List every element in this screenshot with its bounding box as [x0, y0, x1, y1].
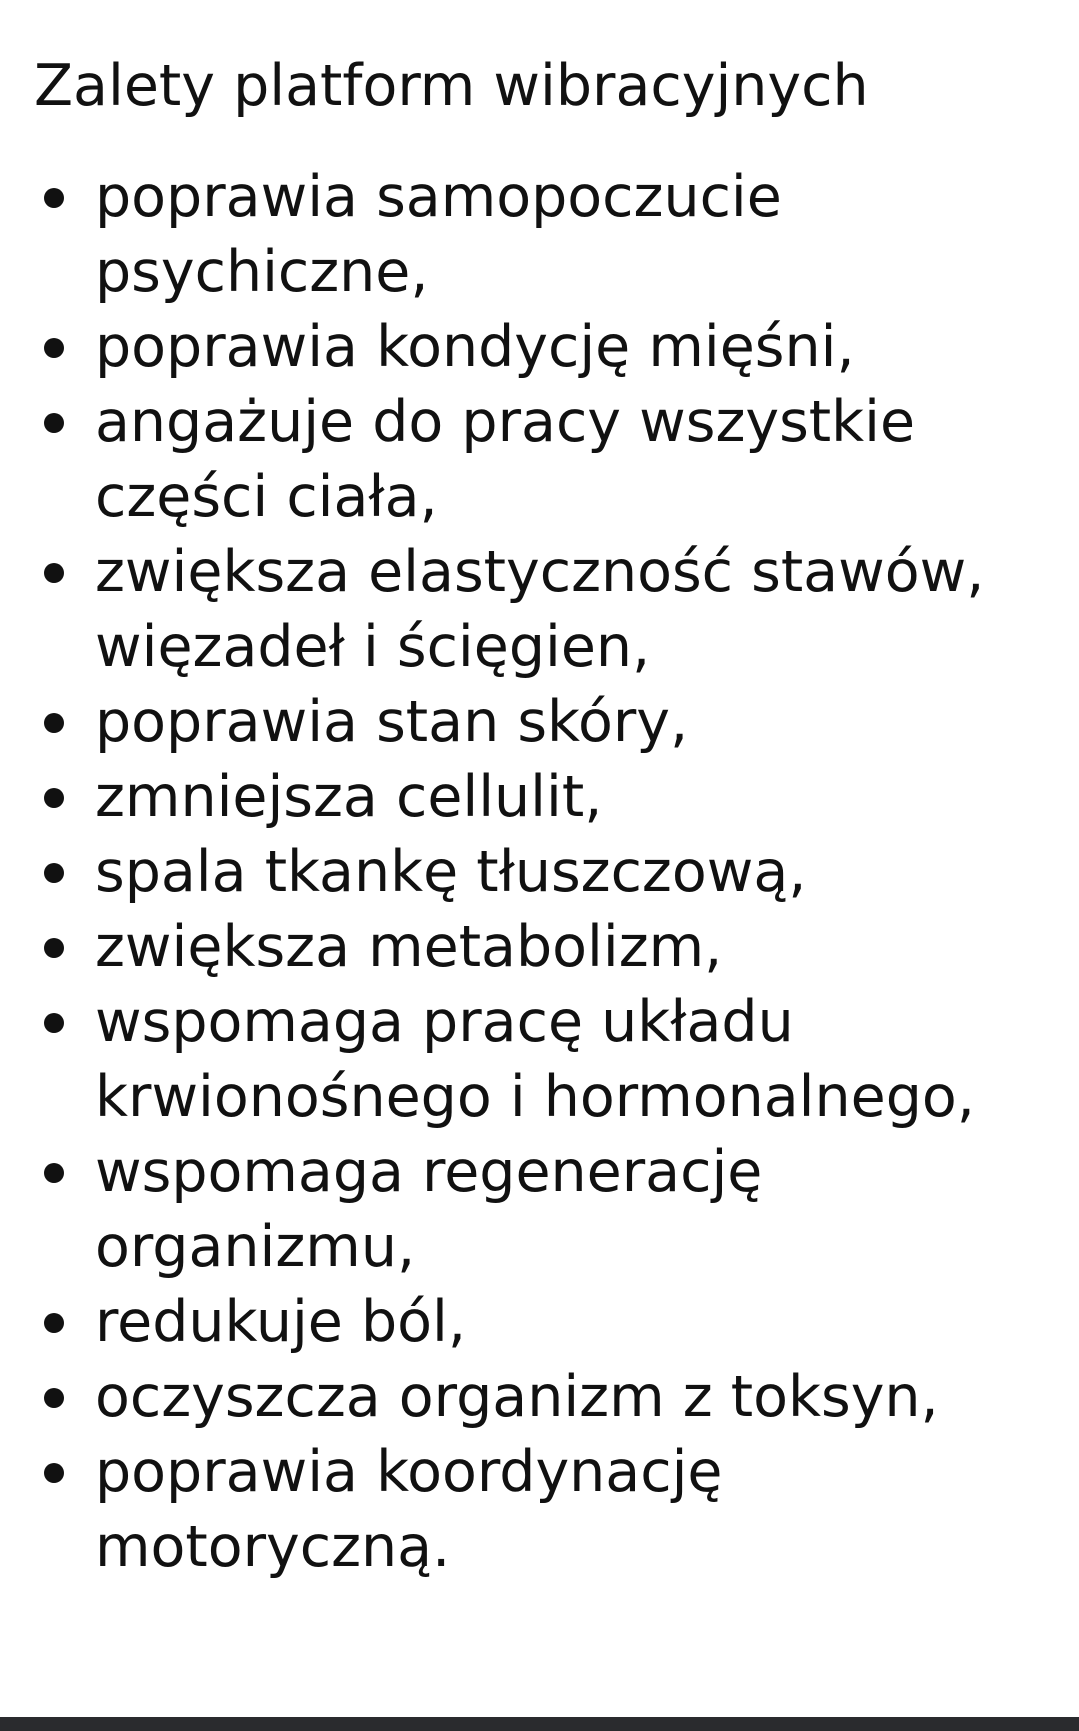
bullet-dot-icon — [44, 788, 64, 808]
bullet-dot-icon — [44, 863, 64, 883]
bullet-dot-icon — [44, 1388, 64, 1408]
list-item-text: poprawia stan skóry, — [95, 689, 689, 756]
bullet-dot-icon — [44, 338, 64, 358]
list-item — [34, 1135, 1045, 1285]
list-item — [34, 985, 1045, 1135]
page-title: Zalety platform wibracyjnych — [34, 53, 869, 119]
bullet-dot-icon — [44, 1163, 64, 1183]
bullet-dot-icon — [44, 713, 64, 733]
list-item — [34, 535, 1045, 685]
list-item-text: redukuje ból, — [95, 1289, 466, 1356]
list-item — [34, 385, 1045, 535]
bottom-navigation-bar — [0, 1717, 1079, 1731]
list-item-text: poprawia koordynację motoryczną. — [95, 1439, 723, 1581]
bullet-dot-icon — [44, 563, 64, 583]
list-item-text: poprawia kondycję mięśni, — [95, 314, 855, 381]
list-item-text: spala tkankę tłuszczową, — [95, 839, 807, 906]
list-item — [34, 1360, 1045, 1435]
bullet-dot-icon — [44, 1313, 64, 1333]
benefits-list — [34, 160, 1044, 1585]
list-item-text: zmniejsza cellulit, — [95, 764, 603, 831]
list-item — [34, 1285, 1045, 1360]
bullet-dot-icon — [44, 1463, 64, 1483]
bullet-dot-icon — [44, 938, 64, 958]
list-item — [34, 160, 1045, 310]
list-item — [34, 760, 1045, 835]
list-item-text: angażuje do pracy wszystkie części ciała, — [95, 389, 916, 531]
document-content — [34, 52, 1044, 1585]
list-item-text: poprawia samopoczucie psychiczne, — [95, 164, 782, 306]
list-item — [34, 310, 1045, 385]
list-item — [34, 1435, 1045, 1585]
list-item-text: oczyszcza organizm z toksyn, — [95, 1364, 939, 1431]
bullet-dot-icon — [44, 1013, 64, 1033]
list-item — [34, 685, 1045, 760]
list-item — [34, 835, 1045, 910]
bullet-dot-icon — [44, 188, 64, 208]
list-item-text: wspomaga pracę układu krwionośnego i hormonalnego, — [95, 989, 975, 1131]
list-item-text: wspomaga regenerację organizmu, — [95, 1139, 763, 1281]
list-item — [34, 910, 1045, 985]
list-item-text: zwiększa elastyczność stawów, więzadeł i ścięgien, — [95, 539, 985, 681]
bullet-dot-icon — [44, 413, 64, 433]
list-item-text: zwiększa metabolizm, — [95, 914, 723, 981]
